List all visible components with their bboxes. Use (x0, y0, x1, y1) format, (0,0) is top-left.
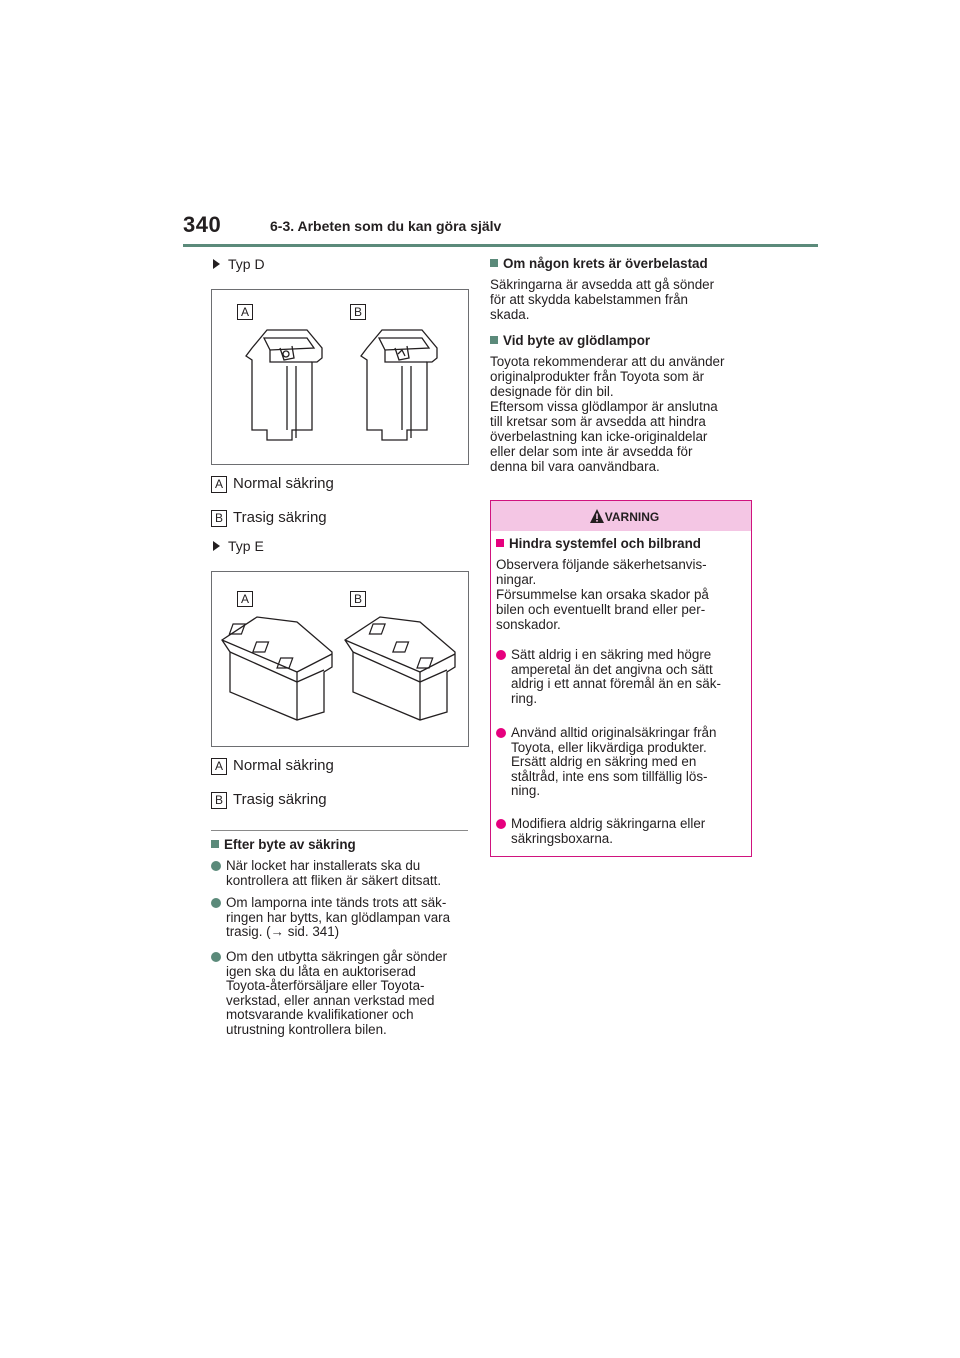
bulb-text: Toyota rekommenderar att du använder originalprodukter från Toyota som är designade för din bil. Eftersom vissa glödlampor är anslutna till kretsar som är avsedda att hindra överbelastning kan icke-originaldelar eller delar som inte är avsedda för denna bil vara oanvändbara. (490, 354, 725, 474)
figure-label-a: A (237, 304, 253, 320)
fuse-type-e-illustration (212, 572, 468, 746)
warning-header (491, 501, 751, 531)
figure-label-b: B (350, 304, 366, 320)
bullet-dot-icon (211, 898, 221, 908)
warning-intro: Observera följande säkerhetsanvis- ningar. Försummelse kan orsaka skador på bilen och eventuellt brand eller per- sonskador. (496, 557, 709, 632)
bullet-dot-icon (211, 952, 221, 962)
type-e-heading: Typ E (213, 538, 264, 554)
figure-type-e (211, 571, 469, 747)
warning-bullet-3: Modifiera aldrig säkringarna eller säkringsboxarna. (496, 817, 761, 846)
warning-bullet-1: Sätt aldrig i en säkring med högre amperetal än det angivna och sätt aldrig i ett annat föremål än en säk- ring. (496, 648, 761, 706)
figure-label-b: B (350, 591, 366, 607)
bullet-dot-icon (211, 861, 221, 871)
caption-b-broken: B Trasig säkring (211, 509, 327, 527)
square-bullet-icon (490, 336, 498, 344)
caption-a-normal: A Normal säkring (211, 475, 334, 493)
caption-label-b: B (211, 510, 227, 527)
bullet-dot-icon (496, 728, 506, 738)
warning-bullet-2: Använd alltid originalsäkringar från Toyota, eller likvärdiga produkter. Ersätt aldrig en säkring med en ståltråd, inte ens som tillfällig lös- ning. (496, 726, 761, 799)
square-bullet-icon (211, 840, 219, 848)
bulb-heading: Vid byte av glödlampor (490, 333, 650, 348)
type-d-heading: Typ D (213, 256, 265, 272)
caption-label-a: A (211, 758, 227, 775)
square-bullet-icon (490, 259, 498, 267)
warning-heading: Hindra systemfel och bilbrand (496, 536, 701, 551)
divider (211, 830, 468, 831)
section-title: 6-3. Arbeten som du kan göra själv (270, 218, 502, 234)
after-bullet-2: Om lamporna inte tänds trots att säk- ringen har bytts, kan glödlampan vara trasig. (→ sid. 341) (211, 896, 486, 940)
after-bullet-1: När locket har installerats ska du kontrollera att fliken är säkert ditsatt. (211, 859, 486, 888)
caption-label-b: B (211, 792, 227, 809)
triangle-icon (213, 259, 220, 269)
square-bullet-icon (496, 539, 504, 547)
after-bullet-3: Om den utbytta säkringen går sönder igen ska du låta en auktoriserad Toyota-återförsäljare eller Toyota- verkstad, eller annan verkstad med motsvarande kvalifikationer och utrustning kontrollera bilen. (211, 950, 486, 1037)
figure-label-a: A (237, 591, 253, 607)
warning-title: VARNING (604, 510, 660, 524)
warning-box (490, 500, 752, 857)
caption-label-a: A (211, 476, 227, 493)
caption-a-normal-e: A Normal säkring (211, 757, 334, 775)
triangle-icon (213, 541, 220, 551)
caption-b-broken-e: B Trasig säkring (211, 791, 327, 809)
figure-type-d (211, 289, 469, 465)
page-number: 340 (183, 212, 222, 237)
overload-heading: Om någon krets är överbelastad (490, 256, 708, 271)
after-heading: Efter byte av säkring (211, 837, 356, 852)
header-rule (183, 244, 818, 247)
fuse-type-d-illustration (212, 290, 468, 464)
bullet-dot-icon (496, 819, 506, 829)
overload-text: Säkringarna är avsedda att gå sönder för att skydda kabelstammen från skada. (490, 277, 715, 322)
bullet-dot-icon (496, 650, 506, 660)
